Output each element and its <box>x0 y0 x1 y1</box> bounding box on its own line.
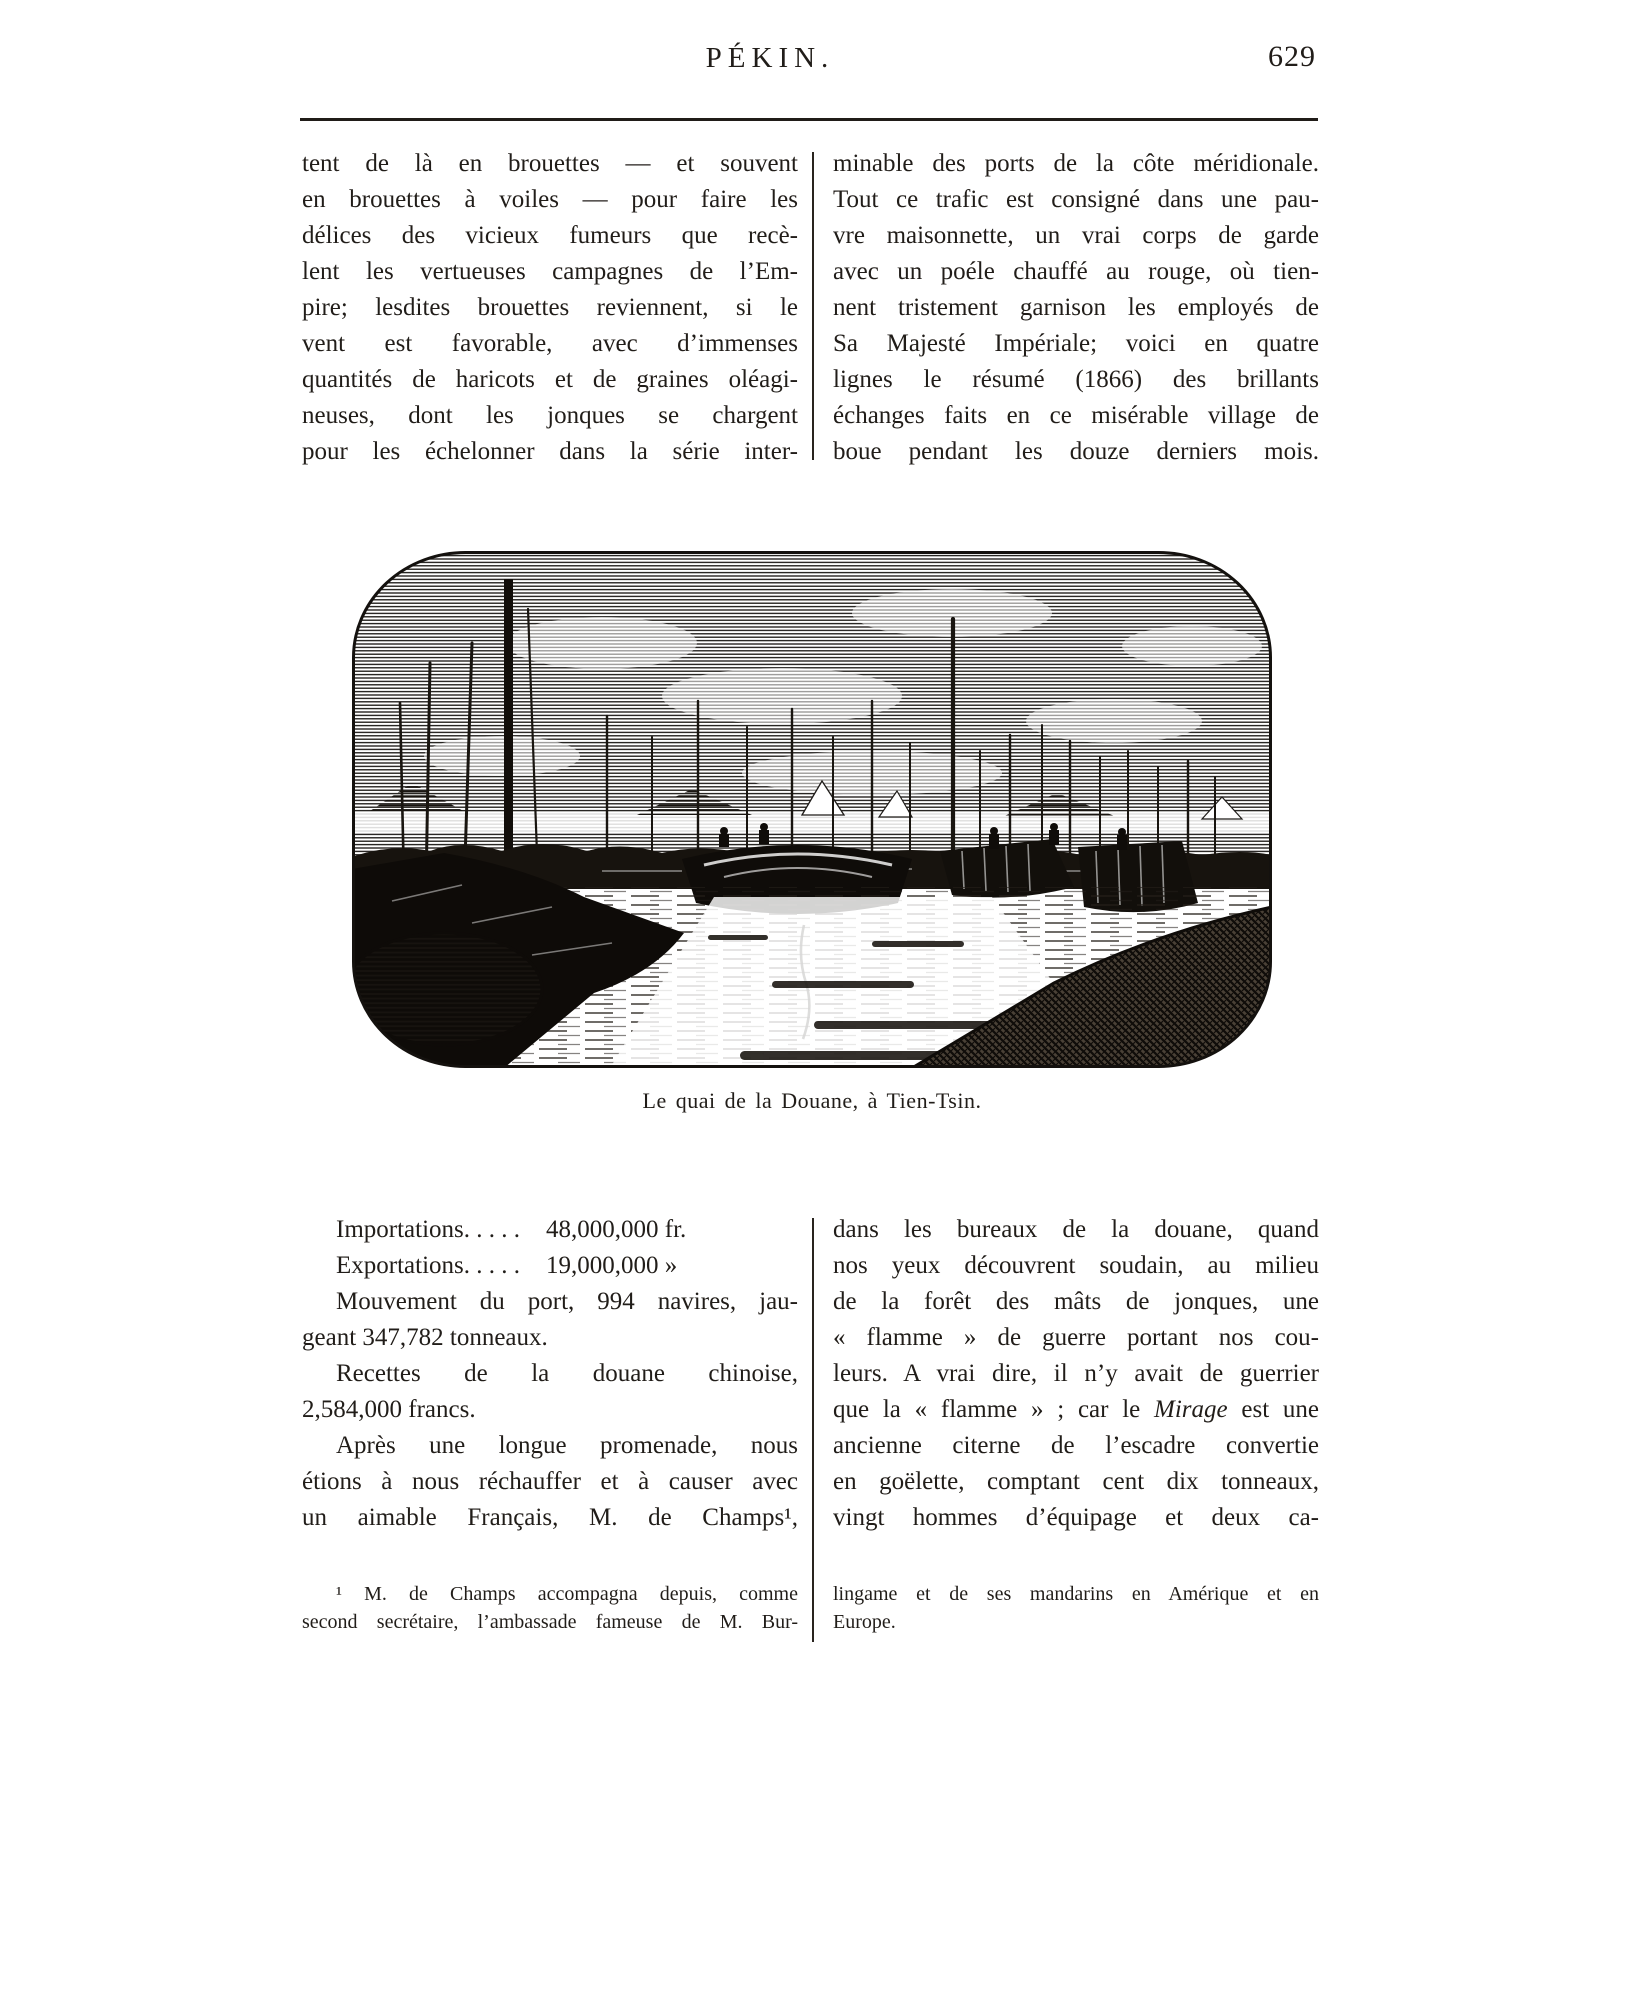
text-line: un aimable Français, M. de Champs¹, <box>302 1504 798 1531</box>
text-line: ancienne citerne de l’escadre convertie <box>833 1432 1319 1459</box>
text-line: vingt hommes d’équipage et deux ca- <box>833 1504 1319 1531</box>
illustration-caption: Le quai de la Douane, à Tien-Tsin. <box>642 1088 982 1113</box>
text-line: en goëlette, comptant cent dix tonneaux, <box>833 1468 1319 1495</box>
text-line: Recettes de la douane chinoise, <box>336 1360 798 1387</box>
footnote-column-right <box>833 1580 1319 1636</box>
text-line: leurs. A vrai dire, il n’y avait de guerrier <box>833 1360 1319 1387</box>
text-column-top-left <box>302 146 798 470</box>
text-line: minable des ports de la côte méridionale. <box>833 150 1319 177</box>
text-column-bottom-left <box>302 1212 798 1536</box>
text-line: Mouvement du port, 994 navires, jau- <box>336 1288 798 1315</box>
header-rule <box>300 118 1318 121</box>
text-line: ¹ M. de Champs accompagna depuis, comme <box>336 1583 798 1605</box>
text-line: vre maisonnette, un vrai corps de garde <box>833 222 1319 249</box>
text-line: échanges faits en ce misérable village de <box>833 402 1319 429</box>
text-line: lingame et de ses mandarins en Amérique et en <box>833 1583 1319 1605</box>
text-line: quantités de haricots et de graines oléagi- <box>302 366 798 393</box>
text-line: Importations. . . . . 48,000,000 fr. <box>336 1216 687 1243</box>
text-line: nent tristement garnison les employés de <box>833 294 1319 321</box>
footnote-column-left <box>302 1580 798 1636</box>
text-line: Sa Majesté Impériale; voici en quatre <box>833 330 1319 357</box>
text-line: neuses, dont les jonques se chargent <box>302 402 798 429</box>
text-line: tent de là en brouettes — et souvent <box>302 150 798 177</box>
text-line: que la « flamme » ; car le Mirage est une <box>833 1396 1319 1423</box>
text-line: pour les échelonner dans la série inter- <box>302 438 798 465</box>
text-line: boue pendant les douze derniers mois. <box>833 438 1319 465</box>
text-line: Europe. <box>833 1611 896 1633</box>
text-line: « flamme » de guerre portant nos cou- <box>833 1324 1319 1351</box>
text-line: 2,584,000 francs. <box>302 1396 476 1423</box>
text-line: en brouettes à voiles — pour faire les <box>302 186 798 213</box>
text-line: geant 347,782 tonneaux. <box>302 1324 548 1351</box>
text-line: lent les vertueuses campagnes de l’Em- <box>302 258 798 285</box>
text-line: avec un poéle chauffé au rouge, où tien- <box>833 258 1319 285</box>
text-column-bottom-right <box>833 1212 1319 1536</box>
engraving-image <box>352 551 1272 1068</box>
text-line: dans les bureaux de la douane, quand <box>833 1216 1319 1243</box>
page-number: 629 <box>1268 40 1316 73</box>
column-divider-top <box>812 152 814 460</box>
text-column-top-right <box>833 146 1319 470</box>
text-line: Exportations. . . . . 19,000,000 » <box>336 1252 678 1279</box>
engraving-horizon <box>352 813 1272 833</box>
text-line: vent est favorable, avec d’immenses <box>302 330 798 357</box>
page-title: PÉKIN. <box>705 42 835 74</box>
text-line: nos yeux découvrent soudain, au milieu <box>833 1252 1319 1279</box>
text-line: délices des vicieux fumeurs que recè- <box>302 222 798 249</box>
harbor-engraving <box>352 551 1272 1068</box>
text-line: second secrétaire, l’ambassade fameuse de M. Bur- <box>302 1611 798 1633</box>
text-line: étions à nous réchauffer et à causer avec <box>302 1468 798 1495</box>
text-line: de la forêt des mâts de jonques, une <box>833 1288 1319 1315</box>
text-line: Tout ce trafic est consigné dans une pau- <box>833 186 1319 213</box>
text-line: pire; lesdites brouettes reviennent, si le <box>302 294 798 321</box>
text-line: lignes le résumé (1866) des brillants <box>833 366 1319 393</box>
text-line: Après une longue promenade, nous <box>336 1432 798 1459</box>
column-divider-bottom <box>812 1218 814 1642</box>
